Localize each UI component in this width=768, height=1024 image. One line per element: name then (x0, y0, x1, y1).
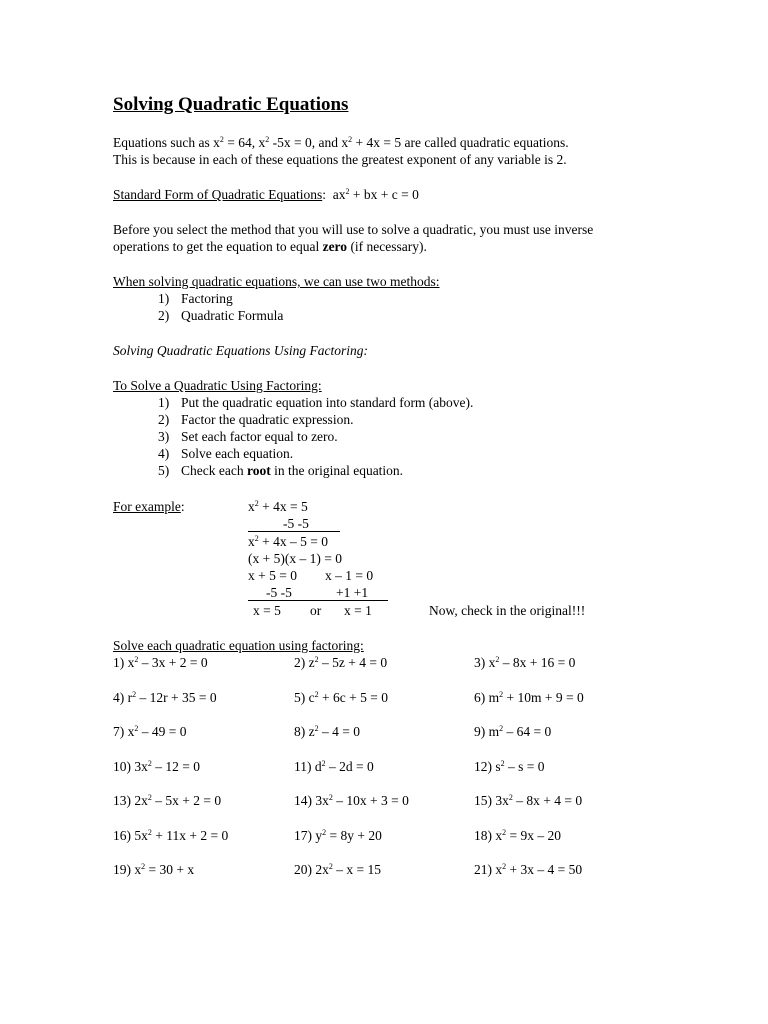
step-text: Solve each equation. (181, 446, 294, 461)
step-text: Set each factor equal to zero. (181, 429, 338, 444)
exercise-problem: 6) $m^2 + 10m + 9 = 0$ (474, 690, 584, 705)
exercise-problem: 7) $x^2 - 49 = 0$ (113, 724, 187, 739)
exercise-problem: 1) $x^2 - 3x + 2 = 0$ (113, 655, 208, 670)
intro-line-1: Equations such as $x^2 = 64$, $x^2$ -5x = 0, and $x^2 + 4x = 5$ are called quadratic equations. (113, 135, 569, 150)
exercise-problem: 3) $x^2 - 8x + 16 = 0$ (474, 655, 576, 670)
step-text: Put the quadratic equation into standard form (above). (181, 395, 474, 410)
exercise-problem: 15) $3x^2 - 8x + 4 = 0$ (474, 793, 583, 808)
standard-form: Standard Form of Quadratic Equations: $ax^2$ + bx + c = 0 (113, 187, 419, 202)
exercise-problem: 13) $2x^2 - 5x + 2 = 0$ (113, 793, 222, 808)
step-text: Check each root in the original equation. (181, 463, 404, 478)
example-line-3: $x^2 + 4x - 5 = 0$ (248, 534, 328, 549)
exercise-problem: 18) $x^2 = 9x - 20$ (474, 828, 561, 843)
exercise-problem: 14) $3x^2 - 10x + 3 = 0$ (294, 793, 409, 808)
intro-line-2: This is because in each of these equations the greatest exponent of any variable is 2. (113, 152, 567, 167)
exercise-problem: 8) $z^2 - 4 = 0$ (294, 724, 360, 739)
step-number: 1) (158, 395, 170, 410)
list-item: 1) (158, 291, 170, 306)
exercise-problem: 2) $z^2 - 5z + 4 = 0$ (294, 655, 388, 670)
exercise-problem: 20) $2x^2 - x = 15$ (294, 862, 381, 877)
step-number: 5) (158, 463, 170, 478)
example-note: Now, check in the original!!! (429, 603, 586, 618)
example-rule (248, 531, 340, 532)
list-item-text: Quadratic Formula (181, 308, 284, 323)
example-line-5a: x + 5 = 0 (248, 568, 297, 583)
factoring-heading: Solving Quadratic Equations Using Factoring: (113, 343, 368, 358)
example-label: For example: (113, 499, 185, 514)
before-line-2: operations to get the equation to equal zero (if necessary). (113, 239, 427, 254)
exercise-problem: 10) $3x^2 - 12 = 0$ (113, 759, 200, 774)
example-line-7a: x = 5 (253, 603, 281, 618)
exercise-problem: 5) $c^2 + 6c + 5 = 0$ (294, 690, 388, 705)
before-line-1: Before you select the method that you will use to solve a quadratic, you must use inverse (113, 222, 594, 237)
exercise-problem: 4) $r^2 - 12r + 35 = 0$ (113, 690, 217, 705)
list-item: 2) (158, 308, 170, 323)
exercise-problem: 9) $m^2 - 64 = 0$ (474, 724, 552, 739)
example-line-6a: -5 -5 (266, 585, 292, 600)
example-line-7b: or (310, 603, 322, 618)
example-rule (248, 600, 388, 601)
exercise-problem: 12) $s^2 - s = 0$ (474, 759, 545, 774)
step-number: 3) (158, 429, 170, 444)
step-number: 4) (158, 446, 170, 461)
step-number: 2) (158, 412, 170, 427)
example-line-7c: x = 1 (344, 603, 372, 618)
exercise-problem: 16) $5x^2 + 11x + 2 = 0$ (113, 828, 229, 843)
example-line-1: $x^2 + 4x = 5$ (248, 499, 308, 514)
exercises-heading: Solve each quadratic equation using factoring: (113, 638, 364, 653)
example-line-5b: x – 1 = 0 (325, 568, 374, 583)
steps-heading: To Solve a Quadratic Using Factoring: (113, 378, 322, 393)
step-text: Factor the quadratic expression. (181, 412, 354, 427)
example-line-6b: +1 +1 (336, 585, 369, 600)
exercise-problem: 19) $x^2 = 30 + x$ (113, 862, 195, 877)
list-item-text: Factoring (181, 291, 233, 306)
example-line-2: -5 -5 (283, 516, 309, 531)
page-title: Solving Quadratic Equations (113, 94, 349, 115)
methods-heading: When solving quadratic equations, we can use two methods: (113, 274, 440, 289)
exercise-problem: 11) $d^2 - 2d = 0$ (294, 759, 374, 774)
exercise-problem: 21) $x^2 + 3x - 4 = 50$ (474, 862, 583, 877)
example-line-4: (x + 5)(x – 1) = 0 (248, 551, 342, 566)
exercise-problem: 17) $y^2 = 8y + 20$ (294, 828, 382, 843)
